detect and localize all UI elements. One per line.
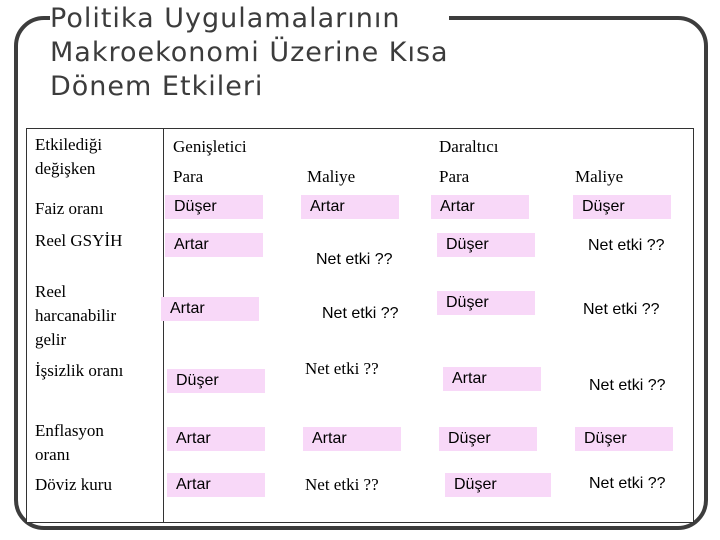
cell-expansionary-fiscal: Net etki ?? (305, 475, 379, 494)
row-label-line: İşsizlik oranı (35, 361, 124, 380)
row-label-line: Döviz kuru (35, 475, 112, 494)
row-label-line: oranı (35, 445, 70, 464)
cell-contractionary-fiscal: Net etki ?? (589, 475, 666, 492)
cell-expansionary-fiscal: Artar (301, 195, 399, 219)
cell-expansionary-fiscal: Net etki ?? (316, 251, 393, 268)
cell-expansionary-monetary: Artar (167, 473, 265, 497)
column-divider (163, 129, 164, 522)
row-label-exchange-rate (35, 473, 112, 497)
title-line-2: Makroekonomi Üzerine Kısa (50, 37, 449, 68)
row-label-line: Enflasyon (35, 421, 104, 440)
header-fiscal-expansionary: Maliye (307, 167, 356, 186)
cell-expansionary-monetary: Düşer (165, 195, 263, 219)
cell-contractionary-monetary: Düşer (439, 427, 537, 451)
cell-contractionary-fiscal: Net etki ?? (589, 377, 666, 394)
header-fiscal-contractionary: Maliye (575, 167, 624, 186)
slide-title (50, 2, 449, 104)
row-label-line: harcanabilir (35, 306, 117, 325)
header-variable (35, 133, 102, 181)
title-line-3: Dönem Etkileri (50, 71, 264, 102)
header-contractionary: Daraltıcı (439, 137, 499, 156)
cell-expansionary-monetary: Artar (165, 233, 263, 257)
cell-expansionary-monetary: Düşer (167, 369, 265, 393)
row-label-line: Reel GSYİH (35, 231, 123, 250)
header-variable-line-2: değişken (35, 159, 96, 178)
cell-expansionary-monetary: Artar (167, 427, 265, 451)
header-variable-line-1: Etkilediği (35, 135, 103, 154)
row-label-interest-rate (35, 197, 103, 221)
cell-contractionary-fiscal: Düşer (573, 195, 671, 219)
header-expansionary: Genişletici (173, 137, 247, 156)
row-label-line: Reel (35, 282, 67, 301)
cell-expansionary-fiscal: Net etki ?? (322, 305, 399, 322)
cell-contractionary-monetary: Düşer (445, 473, 551, 497)
cell-contractionary-fiscal: Düşer (575, 427, 673, 451)
cell-contractionary-monetary: Artar (431, 195, 529, 219)
policy-effects-table (26, 128, 694, 523)
header-monetary-expansionary: Para (173, 167, 204, 186)
cell-expansionary-fiscal: Net etki ?? (305, 359, 379, 378)
row-label-inflation-rate (35, 419, 104, 467)
title-line-1: Politika Uygulamalarının (50, 3, 401, 34)
cell-contractionary-monetary: Düşer (437, 233, 535, 257)
header-monetary-contractionary: Para (439, 167, 470, 186)
cell-contractionary-fiscal: Net etki ?? (583, 301, 660, 318)
row-label-line: Faiz oranı (35, 199, 104, 218)
cell-expansionary-fiscal: Artar (303, 427, 401, 451)
row-label-real-disposable-income (35, 280, 116, 352)
cell-contractionary-monetary: Düşer (437, 291, 535, 315)
cell-contractionary-fiscal: Net etki ?? (588, 237, 665, 254)
cell-expansionary-monetary: Artar (161, 297, 259, 321)
row-label-real-gdp (35, 229, 122, 253)
row-label-unemployment-rate (35, 359, 123, 383)
row-label-line: gelir (35, 330, 67, 349)
cell-contractionary-monetary: Artar (443, 367, 541, 391)
